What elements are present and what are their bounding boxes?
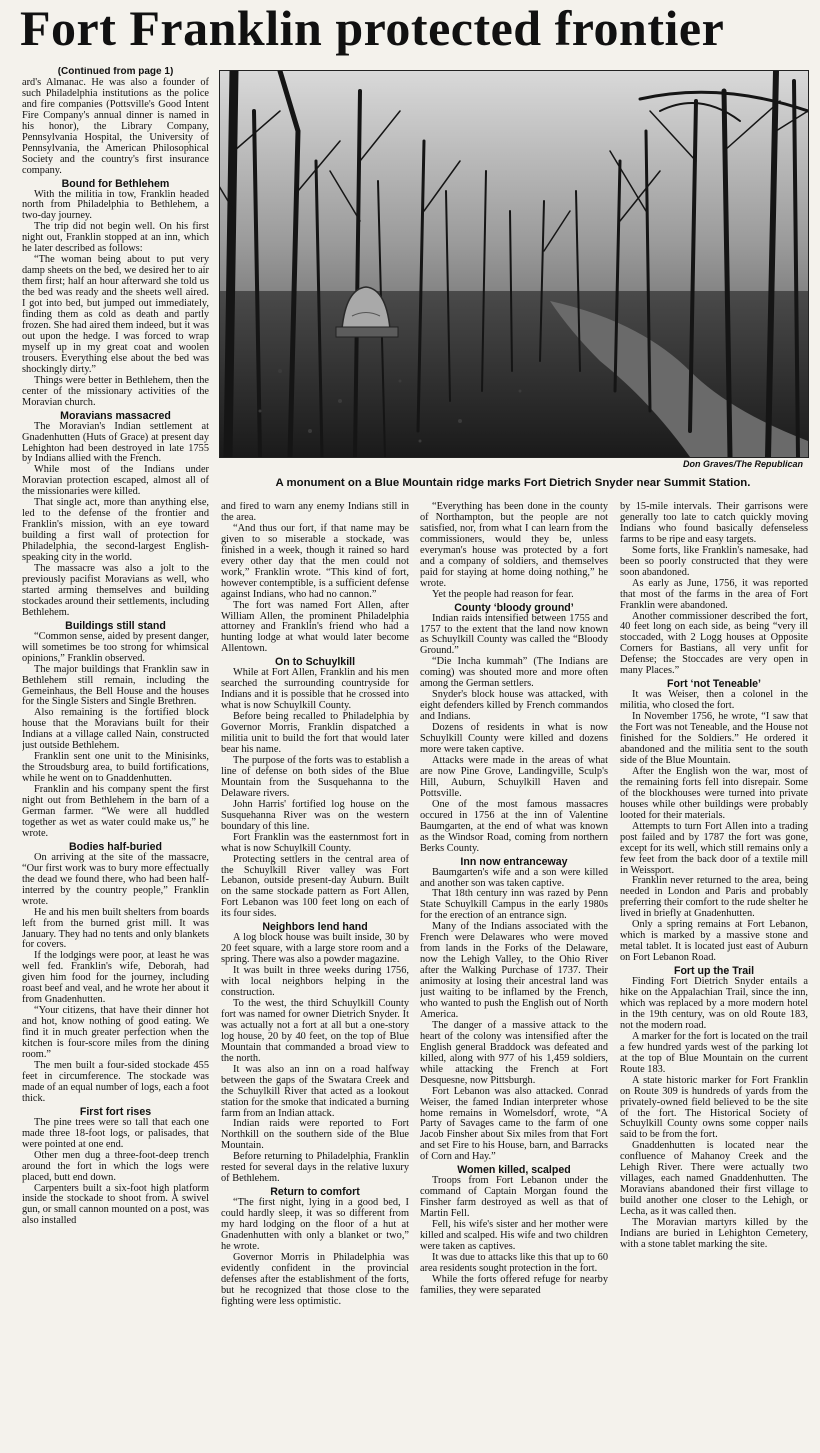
subhead-county-bloody-ground: County ‘bloody ground’ xyxy=(454,601,574,614)
paragraph: Fort Lebanon was also attacked. Conrad Weiser, the famed Indian interpreter whose home remains in Womelsdorf, wrote, “A Party of Savages came to the farm of one Jacob Finsher about Six miles from that Fort and set Fire to his House, barn, and Barracks of Corn and Hay.” xyxy=(420,1085,608,1163)
subhead-women-killed-scalped: Women killed, scalped xyxy=(457,1164,571,1177)
subhead-bound-for-bethlehem: Bound for Bethlehem xyxy=(61,177,170,190)
paragraph: As early as June, 1756, it was reported that most of the farms in the area of Fort Franklin were abandoned. xyxy=(620,577,808,611)
paragraph: Fell, his wife's sister and her mother were killed and scalped. His wife and two children were taken as captives. xyxy=(420,1219,608,1252)
paragraph: Only a spring remains at Fort Lebanon, which is marked by a massive stone and metal tablet. It is located just east of Auburn on Fort Lebanon Road. xyxy=(620,919,808,964)
paragraph: Dozens of residents in what is now Schuylkill County were killed and dozens more were taken captive. xyxy=(420,722,608,756)
paragraph: “The woman being about to put very damp sheets on the bed, we desired her to air them first; half an hour afterward she told us the bed was ready and the sheets well aired. I got into bed, but jumped out immediately, finding them as cold as death and partly frozen. She had aired them indeed, but it was out upon the hedge. I was forced to wrap myself up in my great coat and woolen trousers. Everything else about the bed was shockingly dirty.” xyxy=(22,254,209,375)
subhead-on-to-schuylkill: On to Schuylkill xyxy=(274,656,356,669)
paragraph: It was Weiser, then a colonel in the militia, who closed the fort. xyxy=(620,689,808,712)
paragraph: A log block house was built inside, 30 by 20 feet square, with a large store room and a spring. There was also a powder magazine. xyxy=(221,932,409,966)
paragraph: Fort Franklin was the easternmost fort in what is now Schuylkill County. xyxy=(221,831,409,854)
paragraph: Franklin sent one unit to the Minisinks, the Stroudsburg area, to build fortifications, while he went on to Gnaddenhutten. xyxy=(22,751,209,785)
paragraph: “Your citizens, that have their dinner hot and hot, know nothing of good eating. We find it in much greater perfection when the kitchen is four-score miles from the dining room.” xyxy=(22,1005,209,1061)
paragraph: Indian raids were reported to Fort Northkill on the southern side of the Blue Mountain. xyxy=(221,1118,409,1152)
paragraph: He and his men built shelters from boards left from the burned grist mill. It was January. They had no tents and only blankets for covers. xyxy=(22,906,209,951)
paragraph: ard's Almanac. He was also a founder of such Philadelphia institutions as the police and fire companies (Pottsville's Good Intent Fire Company's annual dinner is named in his honor), the Library Company, Pennsylvania Hospital, the University of Pennsylvania, the American Philosophical Society and the country's first insurance company. xyxy=(22,76,209,176)
paragraph: The trip did not begin well. On his first night out, Franklin stopped at an inn, which he later described as follows: xyxy=(22,221,209,255)
paragraph: John Harris' fortified log house on the Susquehanna River was on the western boundary of this line. xyxy=(221,798,409,832)
monument-photo xyxy=(219,70,809,458)
paragraph: Another commissioner described the fort, 40 feet long on each side, as being “very ill stoccaded, with 2 Logg houses at Opposite Corners for Bastians, all very unfit for Defense; the Stoccades are very open in many Places.” xyxy=(620,610,808,677)
subhead-first-fort-rises: First fort rises xyxy=(79,1105,152,1118)
paragraph: In November 1756, he wrote, “I saw that the Fort was not Teneable, and the House not finished for the Soldiers.” He ordered it abandoned and the militia sent to the south side of the Blue Mountain. xyxy=(620,711,808,766)
paragraph: The purpose of the forts was to establish a line of defense on both sides of the Blue Mountain from the Susquehanna to the Delaware rivers. xyxy=(221,754,409,799)
paragraph: Troops from Fort Lebanon under the command of Captain Morgan found the Finsher farm destroyed as well as that of Martin Fell. xyxy=(420,1175,608,1220)
paragraph: Things were better in Bethlehem, then the center of the missionary activities of the Moravian church. xyxy=(22,374,209,408)
paragraph: The men built a four-sided stockade 455 feet in circumference. The stockade was made of an equal number of logs, each a foot thick. xyxy=(22,1059,209,1104)
photo-caption: A monument on a Blue Mountain ridge marks Fort Dietrich Snyder near Summit Station. xyxy=(275,477,751,489)
article-column-1 xyxy=(22,67,209,1453)
paragraph: After the English won the war, most of the remaining forts fell into disrepair. Some of the blockhouses were turned into private houses while other buildings were probably looted for their materials. xyxy=(620,765,808,821)
paragraph: A marker for the fort is located on the trail a few hundred yards west of the parking lot at the top of Blue Mountain on the current Route 183. xyxy=(620,1030,808,1075)
paragraph: Carpenters built a six-foot high platform inside the stockade to shoot from. A swivel gun, or small cannon mounted on a post, was also installed xyxy=(22,1182,209,1227)
article-column-4 xyxy=(620,502,808,1453)
subhead-moravians-massacred: Moravians massacred xyxy=(60,409,171,422)
paragraph: The Moravian's Indian settlement at Gnadenhutten (Huts of Grace) at present day Lehighton had been destroyed in late 1755 by Indians allied with the French. xyxy=(22,420,209,465)
paragraph: While the forts offered refuge for nearby families, they were separated xyxy=(420,1273,608,1296)
paragraph: Other men dug a three-foot-deep trench around the fort in which the logs were placed, butt end down. xyxy=(22,1149,209,1183)
paragraph: by 15-mile intervals. Their garrisons were generally too late to catch quickly moving Indians who found basically defenseless farms to be ripe and easy targets. xyxy=(620,502,808,545)
paragraph: Gnaddenhutten is located near the confluence of Mahanoy Creek and the Lehigh River. There were actually two villages, each named Gnaddenhutten. The Moravians abandoned their first village to build another one closer to the Lehigh, or Lecha, as it was called then. xyxy=(620,1140,808,1218)
paragraph: Protecting settlers in the central area of the Schuylkill River valley was Fort Lebanon, outside present-day Auburn. Built on the same stockade pattern as Fort Allen, Fort Lebanon was 100 feet long on each of its four sides. xyxy=(221,853,409,920)
subhead-return-to-comfort: Return to comfort xyxy=(270,1186,360,1199)
paragraph: The danger of a massive attack to the heart of the colony was intensified after the English general Braddock was defeated and killed, along with 977 of his 1,459 soldiers, while attacking the French at Fort Desquesne, now Pittsburgh. xyxy=(420,1019,608,1086)
paragraph: Before being recalled to Philadelphia by Governor Morris, Franklin dispatched a militia unit to build the fort that would later bear his name. xyxy=(221,711,409,756)
article-column-2 xyxy=(221,502,409,1453)
paragraph: A state historic marker for Fort Franklin on Route 309 is hundreds of yards from the privately-owned field believed to be the site of the fort. The Historical Society of Schuylkill County owns some copper nails said to be from the fort. xyxy=(620,1074,808,1141)
paragraph: That single act, more than anything else, led to the defense of the frontier and Franklin's mission, with an eye toward building a first wall of protection for Philadelphia, the second-largest English-speaking city in the world. xyxy=(22,497,209,564)
subhead-bodies-half-buried: Bodies half-buried xyxy=(69,840,162,853)
paragraph: If the lodgings were poor, at least he was well fed. Franklin's wife, Deborah, had given him food for the journey, including roast beef and veal, and he wrote her about it from Gnadenhutten. xyxy=(22,950,209,1006)
paragraph: “Everything has been done in the county of Northampton, but the people are not satisfied, nor, from what I can learn from the commissioners, would they be, unless everyman's house was protected by a fort and a company of soldiers, and themselves paid for staying at home doing nothing,” he wrote. xyxy=(420,502,608,589)
paragraph: Governor Morris in Philadelphia was evidently confident in the provincial defenses after the establishment of the forts, but he recognized that those close to the fighting were less optimistic. xyxy=(221,1251,409,1307)
paragraph: Attacks were made in the areas of what are now Pine Grove, Landingville, Sculp's Hill, Auburn, Schuylkill Haven and Pottsville. xyxy=(420,754,608,799)
paragraph: Finding Fort Dietrich Snyder entails a hike on the Appalachian Trail, since the inn, which was replaced by a more modern hotel in the 19th century, was on old Route 183, not the modern road. xyxy=(620,976,808,1031)
paragraph: “And thus our fort, if that name may be given to so miserable a stockade, was finished in a week, though it rained so hard every other day that the men could not work,” Franklin wrote. “This kind of fort, however contemptible, is a sufficient defense against Indians, who had no cannon.” xyxy=(221,522,409,600)
paragraph: The massacre was also a jolt to the previously pacifist Moravians as well, who started arming themselves and building stockades around their settlements, including Bethlehem. xyxy=(22,562,209,618)
paragraph: “Die Incha kummah” (The Indians are coming) was shouted more and more often among the German settlers. xyxy=(420,656,608,690)
paragraph: On arriving at the site of the massacre, “Our first work was to bury more effectually the dead we found there, who had been half-interred by the country people,” Franklin wrote. xyxy=(22,851,209,907)
paragraph: It was also an inn on a road halfway between the gaps of the Swatara Creek and the Schuylkill River that acted as a lookout station for the smoke that indicated a burning farm from an Indian attack. xyxy=(221,1063,409,1119)
continued-note: (Continued from page 1) xyxy=(57,67,174,77)
paragraph: Before returning to Philadelphia, Franklin rested for several days in the relative luxury of Bethlehem. xyxy=(221,1151,409,1185)
paragraph: The pine trees were so tall that each one made three 18-foot logs, or palisades, that were pointed at one end. xyxy=(22,1116,209,1150)
paragraph: Indian raids intensified between 1755 and 1757 to the extent that the land now known as Schuylkill County was called the “Bloody Ground.” xyxy=(420,612,608,657)
paragraph: With the militia in tow, Franklin headed north from Philadelphia to Bethlehem, a two-day journey. xyxy=(22,188,209,222)
paragraph: Many of the Indians associated with the French were Delawares who were moved from lands in the Forks of the Delaware, now the Lehigh Valley, to the Ohio River after the Walking Purchase of 1737. Their animosity at losing their ancestral land was just waiting to be inflamed by the French, who wanted to push the English out of North America. xyxy=(420,921,608,1020)
paragraph: “The first night, lying in a good bed, I could hardly sleep, it was so different from my hard lodging on the floor of a hut at Gnadenhutten with only a blanket or two,” he wrote. xyxy=(221,1197,409,1252)
paragraph: The fort was named Fort Allen, after William Allen, the prominent Philadelphia attorney and Franklin's friend who had a hunting lodge at what would later become Allentown. xyxy=(221,599,409,655)
paragraph: The Moravian martyrs killed by the Indians are buried in Lehighton Cemetery, with a stone tablet marking the site. xyxy=(620,1217,808,1250)
paragraph: Franklin never returned to the area, being needed in London and Paris and probably preferring their comfort to the rude shelter he lived in briefly at Gnadenhutten. xyxy=(620,875,808,920)
article-column-3 xyxy=(420,502,608,1453)
paragraph: While at Fort Allen, Franklin and his men searched the surrounding countryside for Indians and it is possible that he crossed into what is now Schuylkill County. xyxy=(221,667,409,712)
paragraph: It was built in three weeks during 1756, with local neighbors helping in the construction. xyxy=(221,965,409,999)
subhead-fort-not-teneable: Fort ‘not Teneable’ xyxy=(667,678,761,691)
photo-credit: Don Graves/The Republican xyxy=(682,459,803,469)
paragraph: Baumgarten's wife and a son were killed and another son was taken captive. xyxy=(420,866,608,889)
subhead-fort-up-the-trail: Fort up the Trail xyxy=(673,965,755,978)
paragraph: and fired to warn any enemy Indians still in the area. xyxy=(221,502,409,523)
subhead-inn-now-entranceway: Inn now entranceway xyxy=(460,855,568,868)
paragraph: Snyder's block house was attacked, with eight defenders killed by French commandos and Indians. xyxy=(420,689,608,723)
paragraph: Yet the people had reason for fear. xyxy=(432,588,574,600)
paragraph: The major buildings that Franklin saw in Bethlehem still remain, including the Gemeinhaus, the Bell House and the houses for the Single Sisters and Single Brethren. xyxy=(22,663,209,708)
paragraph: Some forts, like Franklin's namesake, had been so poorly constructed that they were soon abandoned. xyxy=(620,544,808,578)
paragraph: While most of the Indians under Moravian protection escaped, almost all of the missionaries were killed. xyxy=(22,464,209,498)
subhead-neighbors-lend-hand: Neighbors lend hand xyxy=(262,921,368,934)
paragraph: It was due to attacks like this that up to 60 area residents sought protection in the fort. xyxy=(420,1251,608,1274)
subhead-buildings-still-stand: Buildings still stand xyxy=(65,619,166,632)
paragraph: That 18th century inn was razed by Penn State Schuylkill Campus in the early 1980s for the erection of an entrance sign. xyxy=(420,888,608,922)
paragraph: Franklin and his company spent the first night out from Bethlehem in the barn of a German farmer. “We were all huddled together as wet as water could make us,” he wrote. xyxy=(22,784,209,839)
paragraph: To the west, the third Schuylkill County fort was named for owner Dietrich Snyder. It was actually not a fort at all but a one-story log house, 20 by 40 feet, on the top of Blue Mountain that commanded a broad view to the north. xyxy=(221,997,409,1064)
paragraph: Also remaining is the fortified block house that the Moravians built for their Indians at a village called Nain, constructed just outside Bethlehem. xyxy=(22,707,209,752)
paragraph: Attempts to turn Fort Allen into a trading post failed and by 1787 the fort was gone, except for its well, which still remains only a few feet from the back door of a textile mill in Weissport. xyxy=(620,820,808,876)
headline: Fort Franklin protected frontier xyxy=(20,0,725,56)
paragraph: One of the most famous massacres occured in 1756 at the inn of Valentine Baumgarten, at the end of what was known as the Windsor Road, coming from northern Berks County. xyxy=(420,798,608,854)
forest-photo-image xyxy=(220,71,808,457)
paragraph: “Common sense, aided by present danger, will sometimes be too strong for whimsical opinions,” Franklin observed. xyxy=(22,630,209,664)
